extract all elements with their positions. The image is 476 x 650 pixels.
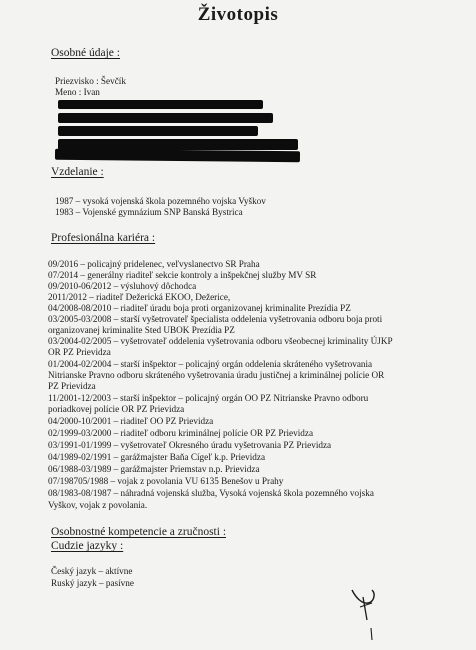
career-line: 08/1983-08/1987 – náhradná vojenská služba, Vysoká vojenská škola pozemného vojska — [48, 488, 374, 498]
career-line: 06/1988-03/1989 – garážmajster Priemstav n.p. Prievidza — [48, 464, 260, 474]
career-line: 03/2005-03/2008 – starší vyšetrovateľ špecialista oddelenia vyšetrovania odboru boja proti — [48, 314, 383, 324]
career-line: 01/2004-02/2004 – starší inšpektor – policajný orgán oddelenia skráteného vyšetrovania — [48, 359, 373, 369]
career-line: 07/198705/1988 – vojak z povolania VU 6135 Benešov u Prahy — [48, 476, 284, 486]
education-item: 1987 – vysoká vojenská škola pozemného vojska Vyškov — [55, 196, 266, 206]
language-item: Ruský jazyk – pasívne — [51, 578, 134, 588]
career-line: 09/2010-06/2012 – výsluhový dôchodca — [48, 281, 197, 291]
career-line: 03/2004-02/2005 – vyšetrovateľ oddelenia vyšetrovania odboru všeobecnej kriminality ÚJKP — [48, 336, 393, 346]
career-line: Nitrianske Pravno odboru skráteného vyšetrovania úradu justičnej a kriminálnej polície OR — [48, 370, 385, 380]
career-line: 09/2016 – policajný pridelenec, veľvyslanectvo SR Praha — [48, 259, 260, 269]
language-item: Český jazyk – aktívne — [51, 566, 133, 576]
document-title: Životopis — [197, 4, 279, 25]
career-line: 11/2001-12/2003 – starší inšpektor – policajný orgán OO PZ Nitrianske Pravno odboru — [48, 393, 369, 403]
career-line: 04/2000-10/2001 – riaditeľ OO PZ Prievidza — [48, 416, 214, 426]
career-line: 03/1991-01/1999 – vyšetrovateľ Okresného úradu vyšetrovania PZ Prievidza — [48, 440, 332, 450]
career-line: 04/2008-08/2010 – riaditeľ úradu boja proti organizovanej kriminalite Prezídia PZ — [48, 303, 351, 313]
career-line: organizovanej kriminalite Sted UBOK Prezídia PZ — [48, 325, 235, 335]
career-line: poriadkovej polície OR PZ Prievidza — [48, 404, 185, 414]
career-line: PZ Prievidza — [48, 381, 96, 391]
career-heading: Profesionálna kariéra : — [51, 232, 156, 244]
languages-heading: Cudzie jazyky : — [51, 540, 124, 552]
career-line: Vyškov, vojak z povolania. — [48, 500, 148, 510]
surname-line: Priezvisko : Ševčík — [55, 76, 126, 86]
career-line: 07/2014 – generálny riaditeľ sekcie kontroly a inšpekčnej služby MV SR — [48, 270, 317, 280]
career-line: OR PZ Prievidza — [48, 347, 111, 357]
name-line: Meno : Ivan — [55, 87, 100, 97]
competences-heading: Osobnostné kompetencie a zručnosti : — [51, 526, 227, 538]
education-heading: Vzdelanie : — [51, 166, 104, 178]
education-item: 1983 – Vojenské gymnázium SNP Banská Bystrica — [55, 207, 243, 217]
career-line: 2011/2012 – riaditeľ Dežerická EKOO, Dežerice, — [48, 292, 231, 302]
personal-heading: Osobné údaje : — [51, 47, 120, 59]
career-line: 04/1989-02/1991 – garážmajster Baňa Cígeľ k.p. Prievidza — [48, 452, 266, 462]
career-line: 02/1999-03/2000 – riaditeľ odboru kriminálnej polície OR PZ Prievidza — [48, 428, 314, 438]
